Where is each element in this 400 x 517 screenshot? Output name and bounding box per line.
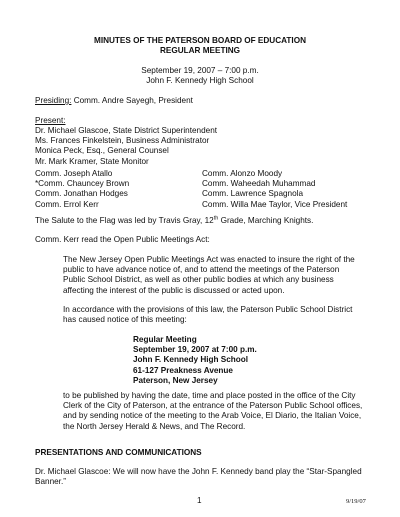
open-meetings-intro: Comm. Kerr read the Open Public Meetings Act: [35, 235, 210, 244]
notice-line: September 19, 2007 at 7:00 p.m. [133, 345, 257, 355]
present-staff-item: Monica Peck, Esq., General Counsel [35, 146, 169, 156]
salute-text-before: The Salute to the Flag was led by Travis Gray, 12 [35, 216, 214, 225]
salute-text-after: Grade, Marching Knights. [218, 216, 314, 225]
commissioner-item: Comm. Lawrence Spagnola [202, 189, 304, 199]
commissioners-right-list [202, 169, 347, 210]
meeting-date-time: September 19, 2007 – 7:00 p.m. [141, 66, 259, 75]
footer-date: 9/19/07 [346, 498, 366, 505]
commissioner-item: Comm. Joseph Atallo [35, 169, 113, 178]
document-title: MINUTES OF THE PATERSON BOARD OF EDUCATION [94, 36, 306, 45]
meeting-notice-block [133, 335, 257, 386]
open-meetings-paragraph-1: The New Jersey Open Public Meetings Act was enacted to insure the right of the public to have advance notice of, and to attend the meetings of the Paterson Public School District, as well as other public bodies at which any business affecting the interest of the public is discussed or acted upon. [63, 255, 355, 295]
meeting-location: John F. Kennedy High School [146, 76, 254, 85]
notice-line: Regular Meeting [133, 335, 197, 344]
notice-line: 61-127 Preakness Avenue [133, 365, 233, 375]
present-staff-item: Dr. Michael Glascoe, State District Superintendent [35, 126, 218, 135]
document-subtitle: REGULAR MEETING [159, 46, 241, 55]
open-meetings-paragraph-2: In accordance with the provisions of this law, the Paterson Public School District has caused notice of this meeting: [63, 305, 353, 325]
section-text: Dr. Michael Glascoe: We will now have the John F. Kennedy band play the “Star-Spangled Banner.” [35, 467, 362, 487]
section-heading: PRESENTATIONS AND COMMUNICATIONS [35, 448, 202, 457]
present-staff-item: Ms. Frances Finkelstein, Business Administrator [35, 136, 210, 146]
notice-line: John F. Kennedy High School [133, 355, 249, 365]
presiding-value: Comm. Andre Sayegh, President [73, 96, 193, 105]
page-number: 1 [197, 496, 202, 505]
commissioner-item: Comm. Jonathan Hodges [35, 189, 128, 199]
presiding-label: Presiding: [35, 96, 72, 105]
present-staff-item: Mr. Mark Kramer, State Monitor [35, 156, 149, 166]
commissioner-item: Comm. Waheedah Muhammad [202, 179, 316, 189]
salute-superscript: th [213, 215, 219, 222]
commissioner-item: Comm. Willa Mae Taylor, Vice President [202, 199, 348, 209]
present-staff-list [35, 126, 217, 167]
present-label: Present: [35, 116, 66, 125]
commissioner-item: Comm. Errol Kerr [35, 199, 99, 209]
commissioner-item: *Comm. Chauncey Brown [35, 179, 130, 189]
commissioners-left-list [35, 169, 129, 210]
notice-line: Paterson, New Jersey [133, 375, 218, 385]
commissioner-item: Comm. Alonzo Moody [202, 169, 283, 178]
presiding-line [35, 96, 193, 106]
salute-line [35, 216, 313, 226]
open-meetings-paragraph-3: to be published by having the date, time and place posted in the office of the City Clerk of the City of Paterson, at the entrance of the Paterson Public School offices, and by sending notice of the meeting to the Arab Voice, El Diario, the Italian Voice, the North Jersey Herald & News, and The Record. [63, 391, 363, 431]
